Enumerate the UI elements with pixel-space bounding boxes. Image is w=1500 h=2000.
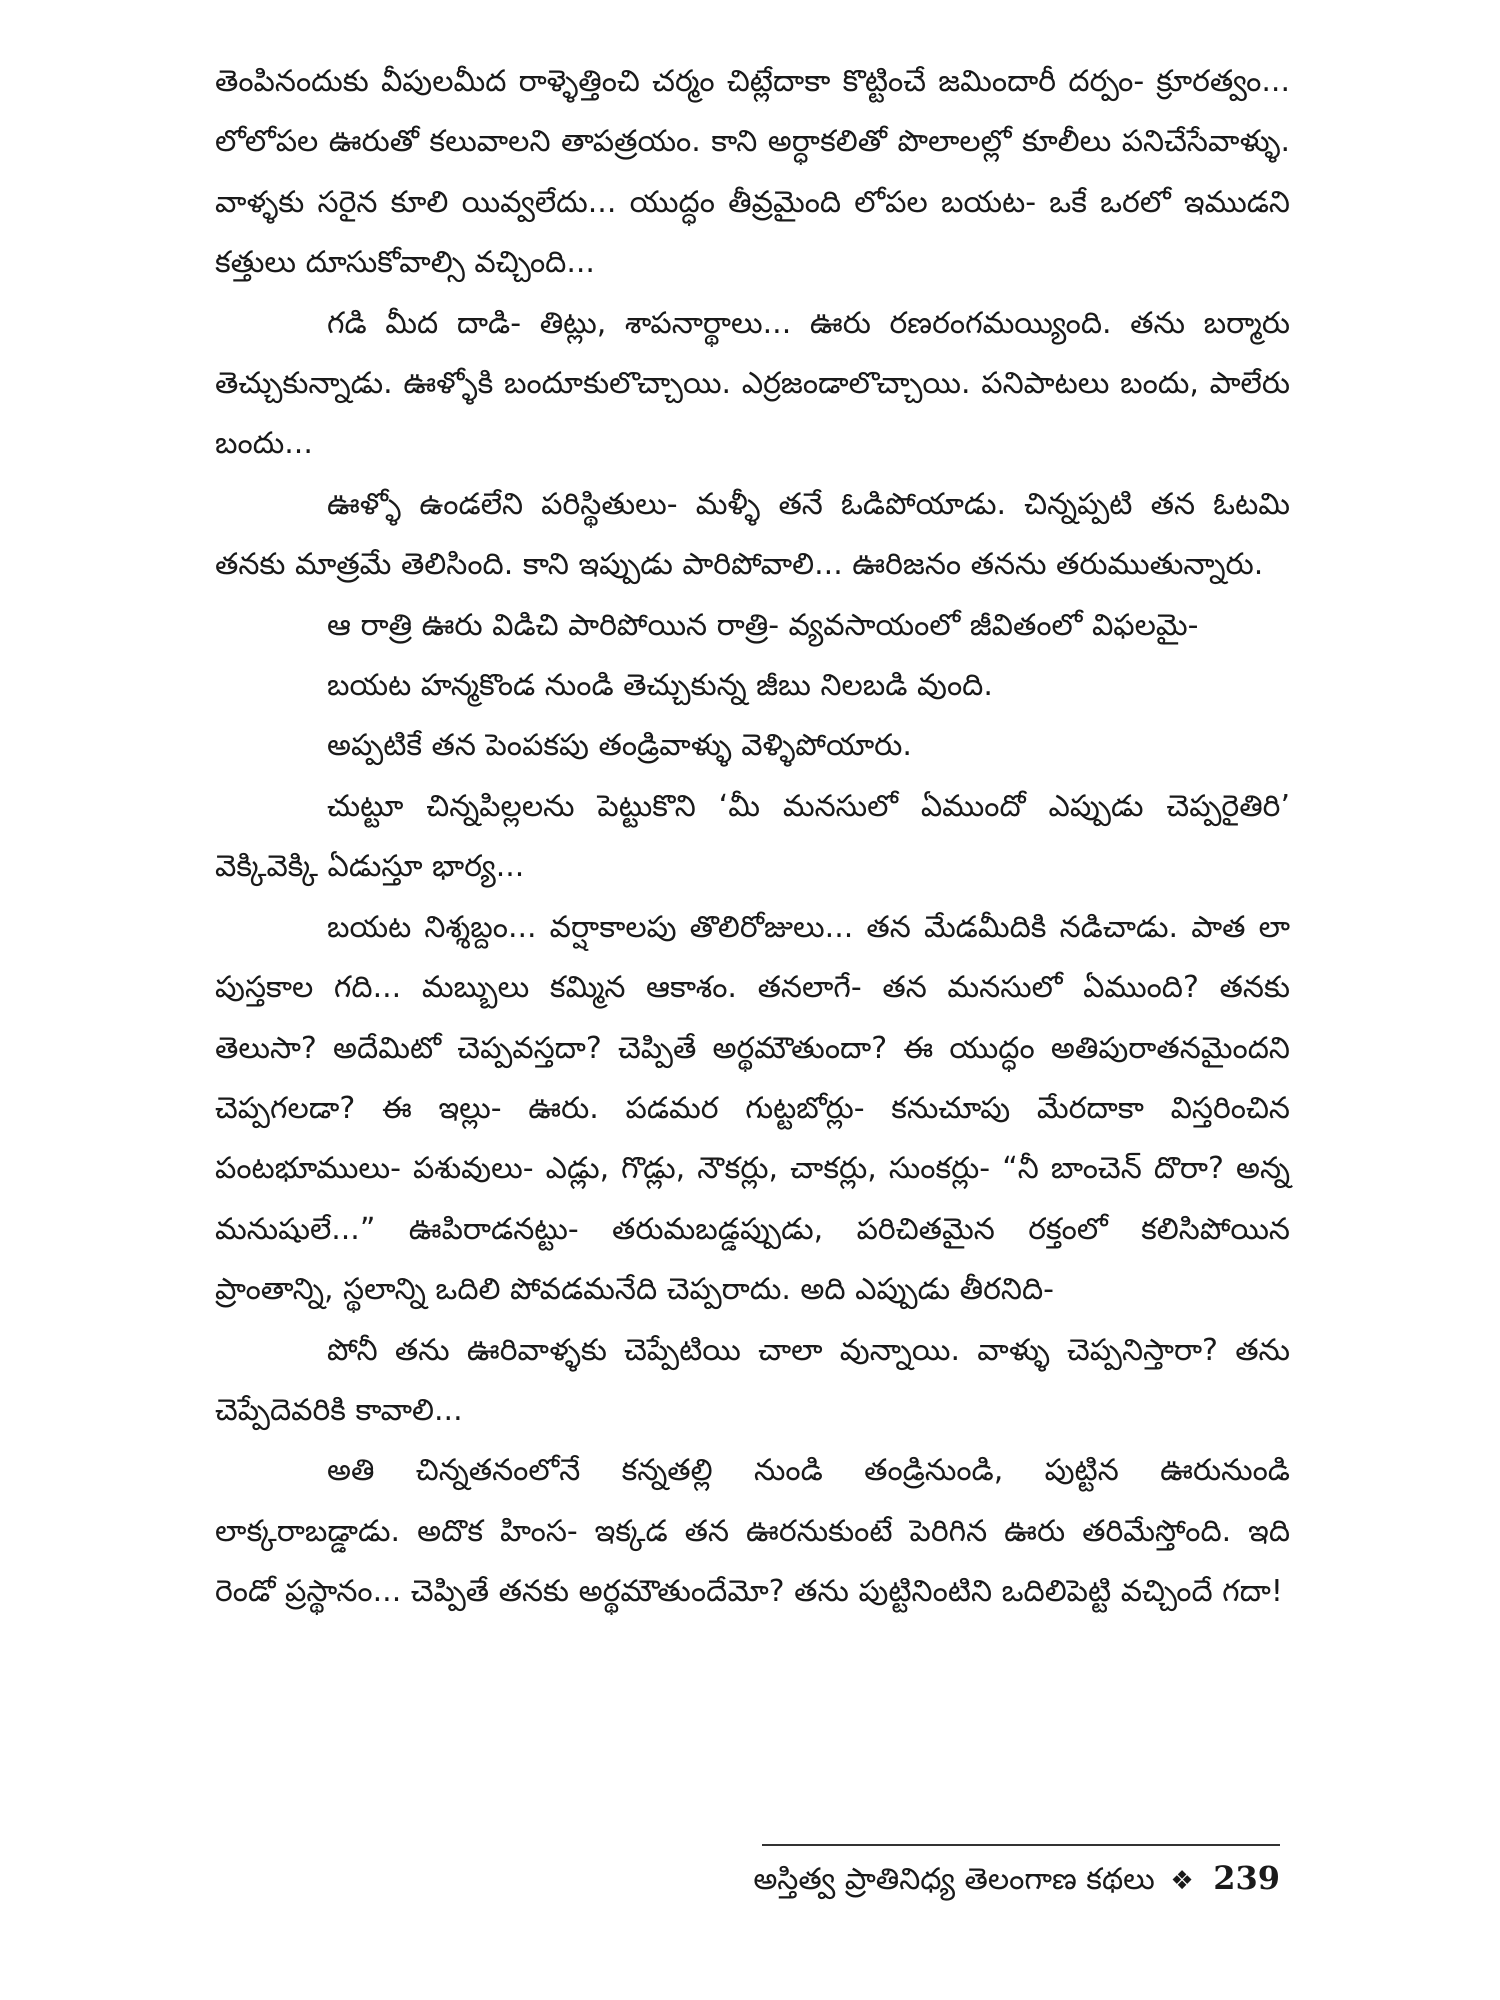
ornament-icon: ❖ — [1170, 1866, 1194, 1896]
paragraph-9: పోనీ తను ఊరివాళ్ళకు చెప్పేటియి చాలా వున్నాయి. వాళ్ళు చెప్పనిస్తారా? తను చెప్పేదెవరికి కావాలి... — [215, 1332, 1290, 1428]
paragraph-1: తెంపినందుకు వీపులమీద రాళ్ళెత్తించి చర్మం చిట్లేదాకా కొట్టించే జమిందారీ దర్పం- క్రూరత్వం... లోలోపల ఊరుతో కలువాలని తాపత్రయం. కాని అర్ధాకలితో పొలాలల్లో కూలీలు పనిచేసేవాళ్ళు. వాళ్ళకు సరైన కూలి యివ్వలేదు... యుద్ధం తీవ్రమైంది లోపల బయట- ఒకే ఒరలో ఇముడని కత్తులు దూసుకోవాల్సి వచ్చింది... — [215, 64, 1290, 281]
paragraph-2: గడి మీద దాడి- తిట్లు, శాపనార్థాలు... ఊరు రణరంగమయ్యింది. తను బర్మారు తెచ్చుకున్నాడు. ఊళ్ళోకి బందూకులొచ్చాయి. ఎర్రజండాలొచ్చాయి. పనిపాటలు బందు, పాలేరు బందు... — [215, 305, 1290, 462]
paragraph-3: ఊళ్ళో ఉండలేని పరిస్థితులు- మళ్ళీ తనే ఓడిపోయాడు. చిన్నప్పటి తన ఓటమి తనకు మాత్రమే తెలిసింది. కాని ఇప్పుడు పారిపోవాలి... ఊరిజనం తనను తరుముతున్నారు. — [215, 486, 1290, 583]
paragraph-6: అప్పటికే తన పెంపకపు తండ్రివాళ్ళు వెళ్ళిపోయారు. — [327, 728, 912, 764]
story-body — [215, 52, 1290, 1623]
paragraph-7: చుట్టూ చిన్నపిల్లలను పెట్టుకొని ‘మీ మనసులో ఏముందో ఎప్పుడు చెప్పరైతిరి’ వెక్కివెక్కి ఏడుస్తూ భార్య... — [215, 788, 1290, 885]
paragraph-4: ఆ రాత్రి ఊరు విడిచి పారిపోయిన రాత్రి- వ్యవసాయంలో జీవితంలో విఫలమై- — [327, 607, 1199, 643]
paragraph-5: బయట హన్మకొండ నుండి తెచ్చుకున్న జీబు నిలబడి వుంది. — [327, 668, 993, 704]
page-footer — [753, 1856, 1280, 1903]
paragraph-10: అతి చిన్నతనంలోనే కన్నతల్లి నుండి తండ్రినుండి, పుట్టిన ఊరునుండి లాక్కరాబడ్డాడు. అదొక హింస- ఇక్కడ తన ఊరనుకుంటే పెరిగిన ఊరు తరిమేస్తోంది. ఇది రెండో ప్రస్థానం... చెప్పితే తనకు అర్థమౌతుందేమో? తను పుట్టినింటిని ఒదిలిపెట్టి వచ్చిందే గదా! — [215, 1453, 1290, 1610]
footer-divider — [762, 1844, 1280, 1846]
page-number: 239 — [1213, 1859, 1280, 1897]
book-title: అస్తిత్వ ప్రాతినిధ్య తెలంగాణ కథలు — [753, 1862, 1155, 1897]
paragraph-8: బయట నిశ్శబ్దం... వర్షాకాలపు తొలిరోజులు... తన మేడమీదికి నడిచాడు. పాత లా పుస్తకాల గది... మబ్బులు కమ్మిన ఆకాశం. తనలాగే- తన మనసులో ఏముంది? తనకు తెలుసా? అదేమిటో చెప్పవస్తదా? చెప్పితే అర్థమౌతుందా? ఈ యుద్ధం అతిపురాతనమైందని చెప్పగలడా? ఈ ఇల్లు- ఊరు. పడమర గుట్టబోర్లు- కనుచూపు మేరదాకా విస్తరించిన పంటభూములు- పశువులు- ఎడ్లు, గొడ్లు, నౌకర్లు, చాకర్లు, సుంకర్లు- “నీ బాంచెన్ దొరా? అన్న మనుషులే...” ఊపిరాడనట్టు- తరుమబడ్డప్పుడు, పరిచితమైన రక్తంలో కలిసిపోయిన ప్రాంతాన్ని, స్థలాన్ని ఒదిలి పోవడమనేది చెప్పరాదు. అది ఎప్పుడు తీరనిది- — [215, 909, 1290, 1308]
